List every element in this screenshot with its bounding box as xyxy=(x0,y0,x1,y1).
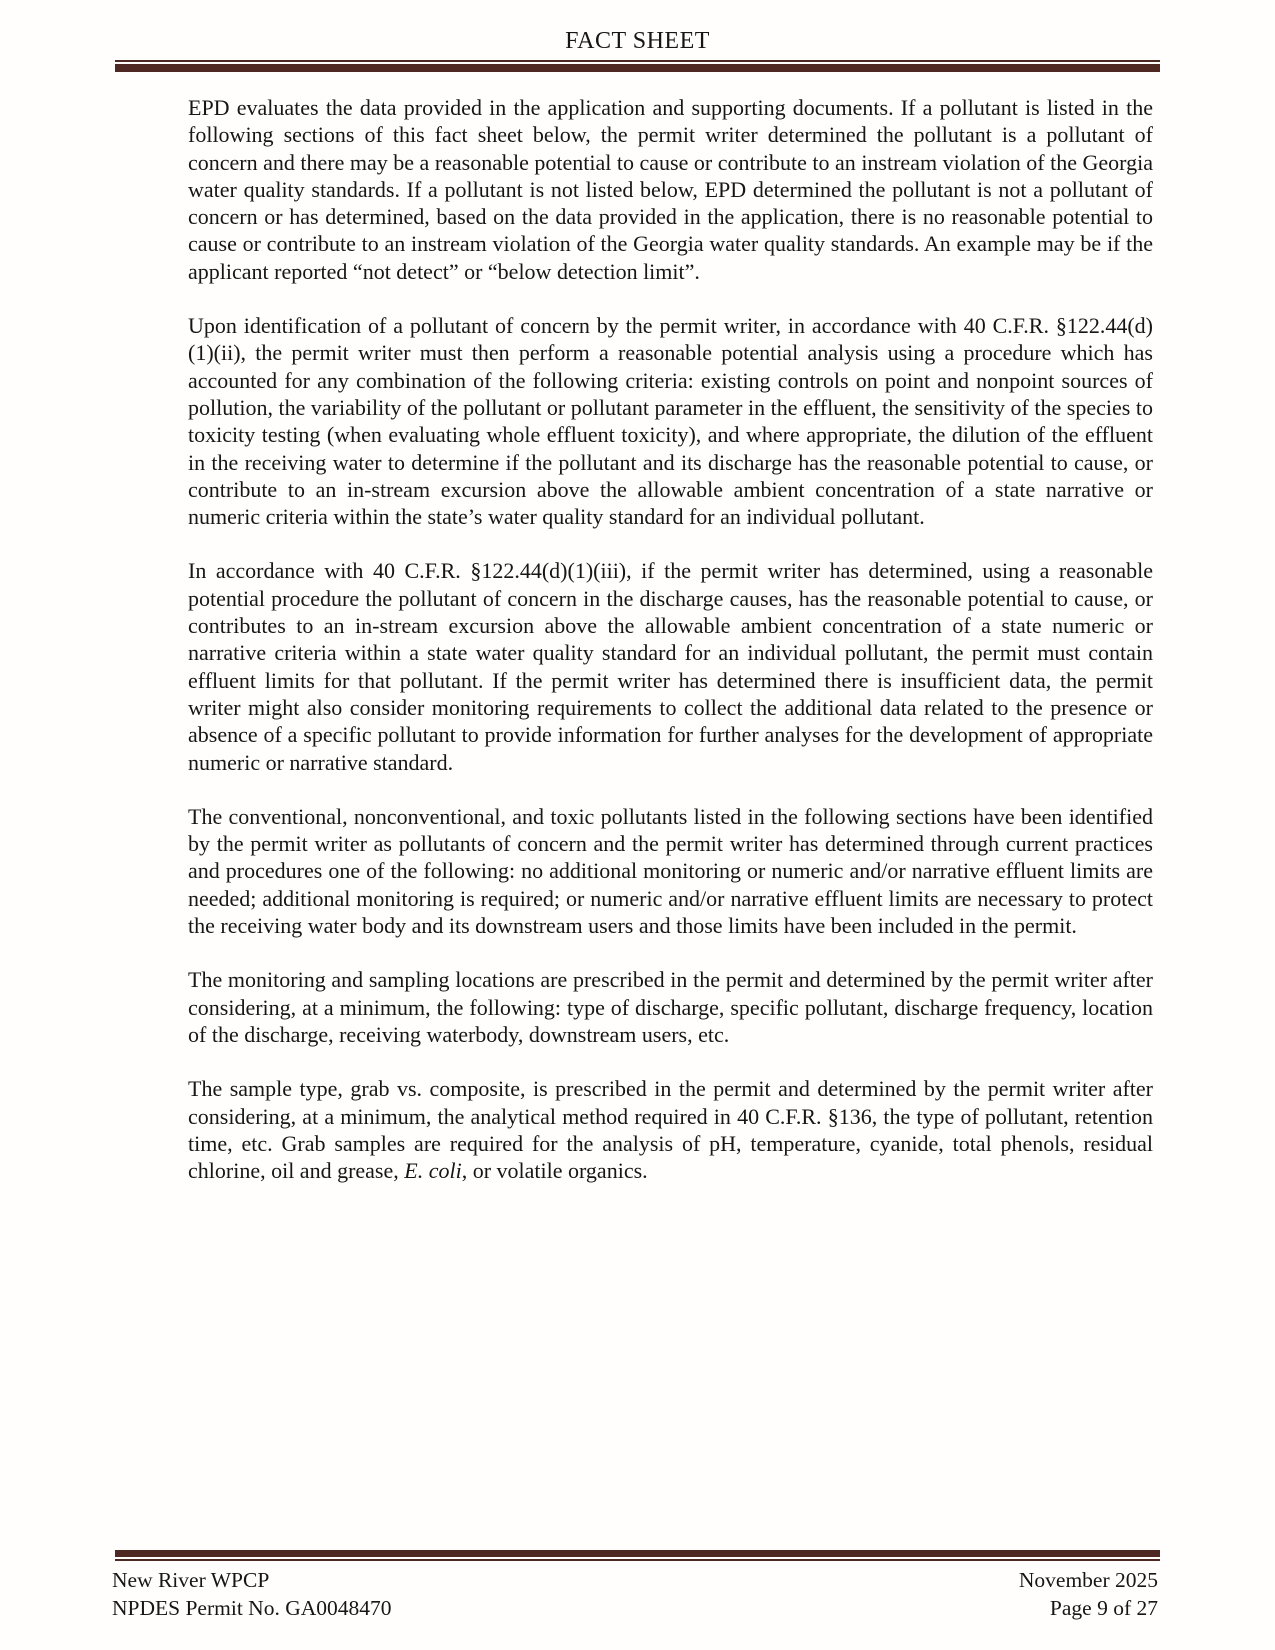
body-paragraph-5: The monitoring and sampling locations are prescribed in the permit and determined by the permit writer after considering, at a minimum, the following: type of discharge, specific pollutant, discharge frequency, location of the discharge, receiving waterbody, downstream users, etc. xyxy=(188,967,1153,1047)
body-paragraph-4: The conventional, nonconventional, and toxic pollutants listed in the following sections have been identified by the permit writer as pollutants of concern and the permit writer has determined through current practices and procedures one of the following: no additional monitoring or numeric and/or narrative effluent limits are needed; additional monitoring is required; or numeric and/or narrative effluent limits are necessary to protect the receiving water body and its downstream users and those limits have been included in the permit. xyxy=(188,803,1153,939)
footer-rule-thick-line xyxy=(115,1550,1160,1557)
body-paragraph-3: In accordance with 40 C.F.R. §122.44(d)(1)(iii), if the permit writer has determined, using a reasonable potential procedure the pollutant of concern in the discharge causes, has the reasonable potential to cause, or contributes to an in-stream excursion above the allowable ambient concentration of a state numeric or narrative criteria within a state water quality standard for an individual pollutant, the permit must contain effluent limits for that pollutant. If the permit writer has determined there is insufficient data, the permit writer might also consider monitoring requirements to collect the additional data related to the presence or absence of a specific pollutant to provide information for further analyses for the development of appropriate numeric or narrative standard. xyxy=(188,558,1153,775)
footer-left-block xyxy=(112,1567,392,1622)
header-rule xyxy=(115,60,1160,72)
footer-facility-name: New River WPCP xyxy=(112,1568,270,1592)
footer-rule xyxy=(115,1550,1160,1561)
page-footer xyxy=(112,1567,1158,1622)
header-rule-thin-line xyxy=(115,60,1160,62)
body-paragraph-1: EPD evaluates the data provided in the application and supporting documents. If a pollutant is listed in the following sections of this fact sheet below, the permit writer determined the pollutant is a pollutant of concern and there may be a reasonable potential to cause or contribute to an instream violation of the Georgia water quality standards. If a pollutant is not listed below, EPD determined the pollutant is not a pollutant of concern or has determined, based on the data provided in the application, there is no reasonable potential to cause or contribute to an instream violation of the Georgia water quality standards. An example may be if the applicant reported “not detect” or “below detection limit”. xyxy=(188,95,1153,284)
page-title: FACT SHEET xyxy=(565,28,710,54)
header-rule-thick-line xyxy=(115,64,1160,72)
paragraph-6-text-after: , or volatile organics. xyxy=(461,1158,648,1184)
footer-permit-number: NPDES Permit No. GA0048470 xyxy=(112,1595,392,1620)
footer-date: November 2025 xyxy=(1018,1568,1158,1592)
footer-rule-thin-line xyxy=(115,1559,1160,1561)
document-body xyxy=(188,94,1153,1184)
footer-page-number: Page 9 of 27 xyxy=(1049,1595,1158,1620)
body-paragraph-6 xyxy=(188,1075,1153,1184)
footer-right-block xyxy=(1019,1567,1158,1622)
body-paragraph-2: Upon identification of a pollutant of concern by the permit writer, in accordance with 40 C.F.R. §122.44(d)(1)(ii), the permit writer must then perform a reasonable potential analysis using a procedure which has accounted for any combination of the following criteria: existing controls on point and nonpoint sources of pollution, the variability of the pollutant or pollutant parameter in the effluent, the sensitivity of the species to toxicity testing (when evaluating whole effluent toxicity), and where appropriate, the dilution of the effluent in the receiving water to determine if the pollutant and its discharge has the reasonable potential to cause, or contribute to an in-stream excursion above the allowable ambient concentration of a state narrative or numeric criteria within the state’s water quality standard for an individual pollutant. xyxy=(188,313,1153,530)
paragraph-6-text-before: The sample type, grab vs. composite, is prescribed in the permit and determined by the permit writer after considering, at a minimum, the analytical method required in 40 C.F.R. §136, the type of pollutant, retention time, etc. Grab samples are required for the analysis of pH, temperature, cyanide, total phenols, residual chlorine, oil and grease, xyxy=(188,1076,1153,1184)
species-name-italic: E. coli xyxy=(404,1158,462,1184)
